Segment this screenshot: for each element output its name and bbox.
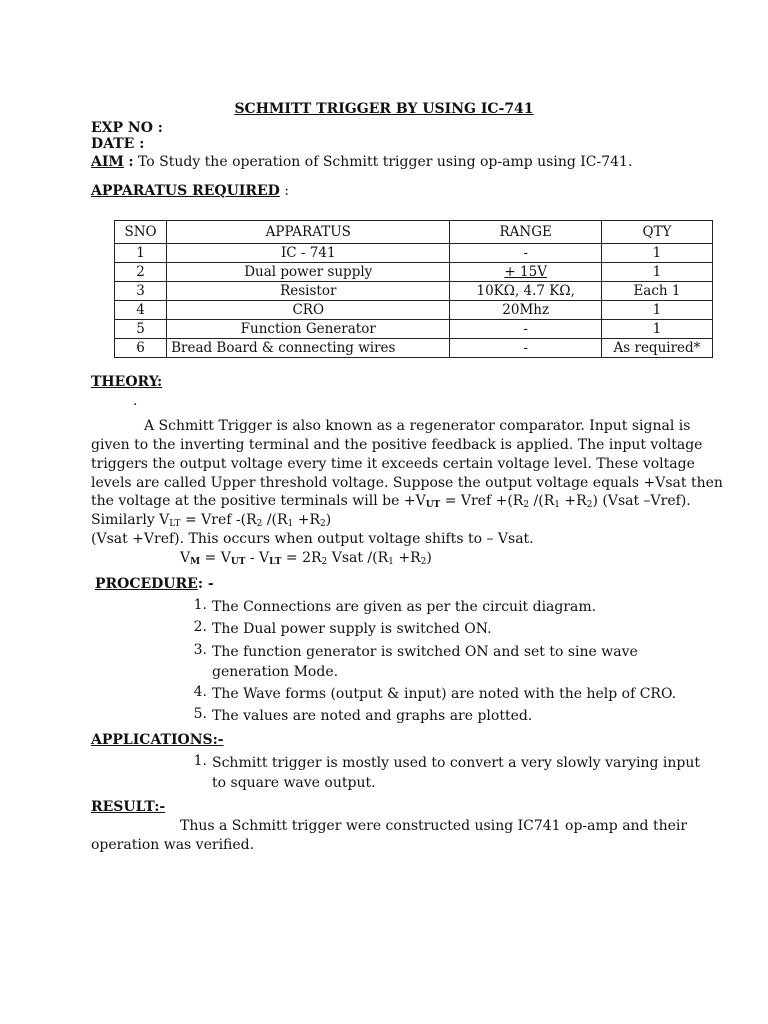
eq-subscript: LT [169, 519, 181, 529]
aim-label: AIM [91, 154, 124, 170]
theory-line-4: levels are called Upper threshold voltage. Suppose the output voltage equals +Vsat then [91, 475, 723, 491]
column-header: RANGE [450, 221, 602, 244]
apparatus-heading [91, 183, 289, 199]
date-label: DATE : [91, 136, 145, 152]
table-cell: - [450, 244, 602, 263]
column-header: SNO [115, 221, 167, 244]
eq-text: = Vref -(R [180, 512, 257, 528]
eq-text: ) (Vsat –Vref). [592, 493, 691, 509]
table-cell: As required* [601, 339, 712, 358]
theory-line-3: triggers the output voltage every time it exceeds certain voltage level. These voltage [91, 456, 695, 472]
table-cell: 1 [601, 244, 712, 263]
eq-text: the voltage at the positive terminals will be +V [91, 493, 426, 509]
table-cell: 10KΩ, 4.7 KΩ, [450, 282, 602, 301]
table-cell: 1 [601, 263, 712, 282]
table-cell: 3 [115, 282, 167, 301]
eq-text: - V [245, 550, 270, 566]
result-line-1: Thus a Schmitt trigger were constructed using IC741 op-amp and their [180, 818, 688, 834]
step-text: The values are noted and graphs are plotted. [212, 708, 533, 724]
eq-text: Vsat /(R [327, 550, 389, 566]
eq-subscript: 2 [256, 519, 263, 529]
table-cell: 4 [115, 301, 167, 320]
eq-text: = 2R [281, 550, 322, 566]
exp-no-label: EXP NO : [91, 120, 163, 136]
eq-text: V [180, 550, 191, 566]
table-cell: IC - 741 [167, 244, 450, 263]
eq-subscript: 1 [554, 500, 560, 510]
step-number: 4. [193, 684, 207, 700]
theory-line-2: given to the inverting terminal and the positive feedback is applied. The input voltage [91, 437, 703, 453]
table-row [115, 282, 713, 301]
theory-equation-vm [180, 549, 432, 572]
theory-line-1: A Schmitt Trigger is also known as a regenerator comparator. Input signal is [144, 418, 691, 434]
eq-subscript: 1 [287, 519, 294, 529]
table-row [115, 263, 713, 282]
item-number: 1. [193, 753, 207, 769]
aim-line [91, 154, 632, 170]
step-number: 1. [193, 597, 207, 613]
table-cell: CRO [167, 301, 450, 320]
result-line-2: operation was verified. [91, 837, 255, 853]
eq-subscript: 2 [420, 557, 427, 567]
column-header: APPARATUS [167, 221, 450, 244]
table-row [115, 320, 713, 339]
procedure-heading-text: PROCEDURE [95, 576, 198, 592]
page-title: SCHMITT TRIGGER BY USING IC-741 [234, 101, 534, 117]
table-cell: 1 [601, 301, 712, 320]
apparatus-table [114, 220, 713, 358]
table-cell: Each 1 [601, 282, 712, 301]
result-heading: RESULT:- [91, 799, 166, 815]
table-cell: 20Mhz [450, 301, 602, 320]
table-header-row [115, 221, 713, 244]
procedure-heading-suffix: : - [197, 576, 214, 592]
apparatus-heading-colon: : [284, 183, 289, 199]
eq-subscript: UT [425, 500, 441, 510]
table-row [115, 339, 713, 358]
step-text: The function generator is switched ON and set to sine wave [212, 644, 638, 660]
table-cell: 1 [115, 244, 167, 263]
eq-text: /(R [262, 512, 288, 528]
table-row [115, 301, 713, 320]
step-text: The Wave forms (output & input) are noted with the help of CRO. [212, 686, 677, 702]
table-cell: - [450, 339, 602, 358]
item-text: Schmitt trigger is mostly used to convert a very slowly varying input [212, 755, 700, 771]
apparatus-heading-text: APPARATUS REQUIRED [91, 183, 280, 199]
eq-subscript: 2 [321, 557, 328, 567]
item-text: to square wave output. [212, 775, 376, 791]
aim-text: To Study the operation of Schmitt trigger using op-amp using IC-741. [138, 154, 633, 170]
theory-line-vsat: (Vsat +Vref). This occurs when output voltage shifts to – Vsat. [91, 531, 534, 547]
step-number: 3. [193, 642, 207, 658]
eq-subscript: UT [230, 557, 246, 567]
table-row [115, 244, 713, 263]
eq-text: +R [293, 512, 321, 528]
eq-text: = Vref +(R [440, 493, 524, 509]
step-text: The Dual power supply is switched ON. [212, 621, 492, 637]
step-text: generation Mode. [212, 664, 339, 680]
eq-subscript: 2 [523, 500, 530, 510]
applications-heading: APPLICATIONS:- [91, 732, 224, 748]
step-number: 5. [193, 706, 207, 722]
theory-dot: . [133, 393, 138, 409]
aim-colon: : [128, 154, 134, 170]
theory-heading: THEORY: [91, 374, 163, 390]
eq-text: /(R [529, 493, 555, 509]
table-cell: - [450, 320, 602, 339]
eq-text: ) [325, 512, 332, 528]
eq-text: +R [559, 493, 587, 509]
eq-subscript: M [190, 557, 201, 567]
eq-text: Similarly V [91, 512, 170, 528]
table-cell: 2 [115, 263, 167, 282]
eq-subscript: LT [269, 557, 282, 567]
eq-text: = V [200, 550, 231, 566]
step-number: 2. [193, 619, 207, 635]
eq-subscript: 2 [586, 500, 593, 510]
table-cell: 1 [601, 320, 712, 339]
eq-subscript: 1 [388, 557, 394, 567]
table-cell: Resistor [167, 282, 450, 301]
table-cell: Function Generator [167, 320, 450, 339]
column-header: QTY [601, 221, 712, 244]
table-cell: 5 [115, 320, 167, 339]
table-cell: 6 [115, 339, 167, 358]
eq-text: ) [426, 550, 432, 566]
eq-text: +R [393, 550, 421, 566]
table-cell: + 15V [450, 263, 602, 282]
table-cell: Dual power supply [167, 263, 450, 282]
step-text: The Connections are given as per the circuit diagram. [212, 599, 597, 615]
table-cell: Bread Board & connecting wires [167, 339, 450, 358]
eq-subscript: 2 [320, 519, 326, 529]
procedure-heading [95, 576, 214, 592]
